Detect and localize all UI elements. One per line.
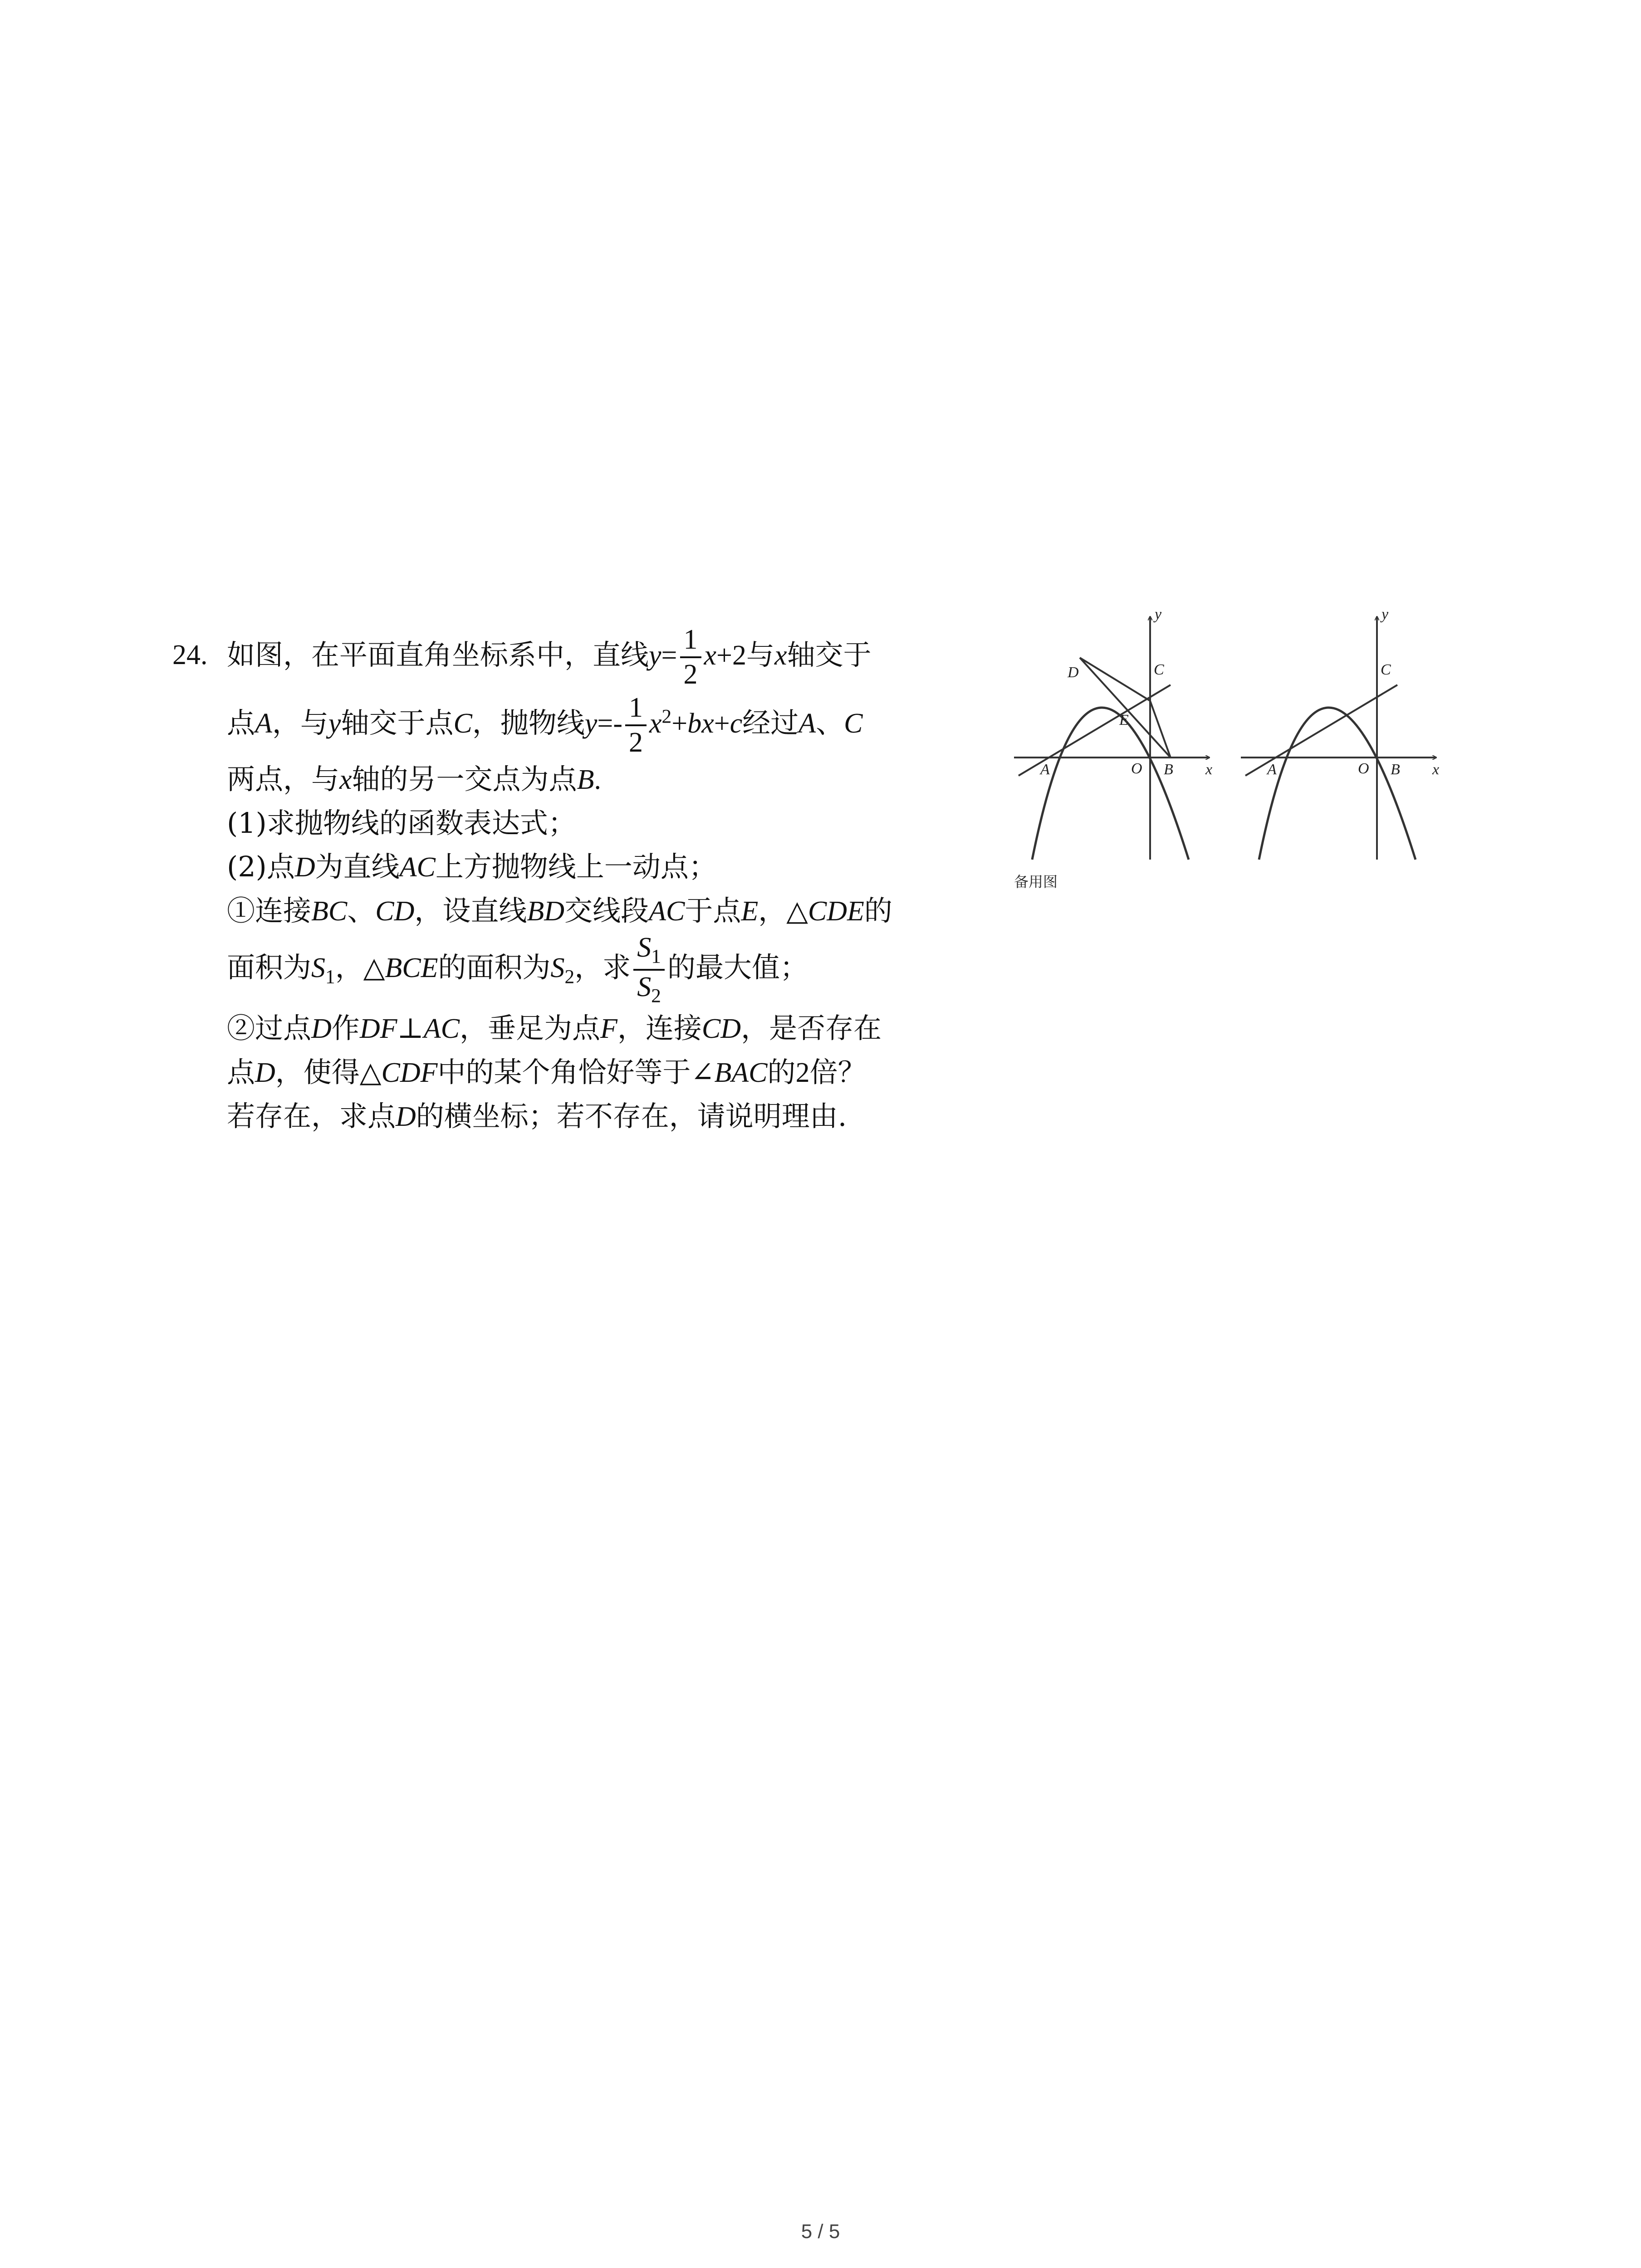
problem-line-3	[227, 758, 1016, 802]
text: ，求	[574, 951, 631, 984]
var-x: x	[339, 764, 352, 795]
subscript: 2	[564, 966, 575, 988]
triangle-BCE: BCE	[385, 953, 438, 984]
fraction-one-half	[680, 625, 701, 689]
subscript: 1	[325, 966, 335, 988]
subquestion-2-line-2	[227, 1051, 1016, 1095]
figure-spare	[1014, 606, 1439, 890]
fraction-one-half-2	[625, 693, 647, 758]
text: ，设直线	[414, 894, 527, 928]
text: 面积为	[227, 951, 312, 984]
var-x: x	[774, 640, 787, 671]
problem-number: 24.	[172, 640, 208, 670]
text: 作	[331, 1012, 360, 1045]
point-D: D	[311, 1013, 332, 1045]
figure-main	[1014, 606, 1212, 860]
subquestion-1-line-2	[227, 933, 1016, 1007]
angle-BAC: BAC	[714, 1057, 768, 1089]
segment-AC: AC	[649, 896, 685, 927]
var-S: S	[550, 953, 565, 984]
figure-caption: 备用图	[1014, 873, 1058, 890]
var-y: y	[328, 708, 341, 739]
subscript: 1	[651, 945, 661, 968]
label-O: O	[1131, 760, 1142, 777]
segment-CD	[1080, 658, 1150, 701]
point-F: F	[600, 1013, 617, 1045]
fraction-numerator: 1	[680, 625, 701, 658]
text: 交线段	[564, 894, 649, 928]
text: 两点，与	[227, 762, 340, 796]
text: 、	[816, 706, 844, 739]
var-x: x	[704, 640, 717, 671]
var-x: x	[649, 708, 662, 739]
point-D: D	[396, 1101, 416, 1133]
point-E: E	[741, 896, 759, 927]
question-1	[227, 802, 1016, 845]
text: ，抛物线	[472, 706, 585, 739]
label-E: E	[1119, 712, 1129, 728]
label-B: B	[1164, 761, 1173, 778]
text: ，△	[335, 951, 385, 984]
text: 点	[227, 706, 255, 739]
fraction-denominator	[633, 971, 665, 1007]
triangle-CDF: CDF	[381, 1057, 438, 1089]
text: 的	[864, 894, 892, 928]
problem-line-1	[172, 621, 1016, 690]
parabola	[1032, 708, 1189, 860]
segment-BC	[1150, 701, 1171, 758]
point-C: C	[844, 708, 863, 739]
fraction-denominator: 2	[683, 659, 698, 690]
problem-24	[172, 621, 1016, 1139]
subquestion-2-line-3	[227, 1095, 1016, 1139]
fraction-s1-over-s2	[633, 933, 665, 1007]
exponent: 2	[661, 705, 672, 728]
text: 、	[347, 894, 376, 928]
var-y: y	[584, 708, 598, 739]
point-D: D	[255, 1057, 275, 1089]
segment-CD: CD	[375, 896, 415, 927]
equals: =	[661, 640, 677, 671]
text: ，使得△	[275, 1056, 382, 1089]
point-D: D	[294, 852, 315, 883]
text: 经过	[742, 706, 799, 739]
label-y: y	[1155, 606, 1162, 623]
text: .	[594, 764, 601, 795]
var-S: S	[637, 932, 652, 963]
text: ，连接	[617, 1012, 702, 1045]
text: 轴的另一交点为点	[352, 762, 577, 796]
segment-CD: CD	[701, 1013, 741, 1045]
label-C: C	[1381, 661, 1391, 678]
text: 轴交于	[787, 638, 872, 671]
text: 若存在，求点	[227, 1100, 396, 1133]
text: 于点	[685, 894, 741, 928]
text: 为直线	[315, 850, 400, 884]
subscript: 2	[651, 985, 661, 1007]
text: 的面积为	[438, 951, 551, 984]
equals-minus: =-	[597, 708, 622, 739]
text: 中的某个角恰好等于∠	[437, 1056, 715, 1089]
label-x: x	[1205, 761, 1213, 778]
text: 上方抛物线上一动点；	[435, 850, 717, 884]
fraction-denominator: 2	[628, 727, 643, 758]
label-D: D	[1068, 664, 1079, 681]
text: ，与	[272, 706, 328, 739]
text: 与	[746, 638, 775, 671]
label-C: C	[1154, 661, 1164, 678]
label-B: B	[1391, 761, 1400, 778]
text: 倍？	[809, 1056, 866, 1089]
text: 轴交于点	[341, 706, 454, 739]
text: +2	[716, 640, 747, 671]
segment-DF: DF	[359, 1013, 397, 1045]
point-B: B	[577, 764, 594, 795]
triangle-CDE: CDE	[808, 896, 864, 927]
text: 点	[227, 1056, 255, 1089]
point-A: A	[255, 708, 272, 739]
perpendicular-symbol: ⊥	[397, 1013, 424, 1045]
text: ①连接	[227, 894, 312, 928]
subquestion-1-line-1	[227, 889, 1016, 933]
var-S: S	[637, 972, 652, 1003]
label-A: A	[1040, 761, 1050, 778]
plus: +	[671, 708, 688, 739]
parabola	[1259, 708, 1416, 860]
plus: +	[714, 708, 730, 739]
subquestion-2-line-1	[227, 1007, 1016, 1051]
text: 如图，在平面直角坐标系中，直线	[227, 638, 649, 671]
question-2	[227, 845, 1016, 889]
number: 2	[795, 1057, 810, 1089]
figures	[1014, 606, 1468, 896]
line-BD: BD	[527, 896, 565, 927]
text: ②过点	[227, 1012, 312, 1045]
line-AC: AC	[423, 1013, 460, 1045]
var-S: S	[311, 953, 326, 984]
coordinate-figures	[1014, 606, 1468, 896]
label-x: x	[1432, 761, 1440, 778]
text: (1)求抛物线的函数表达式；	[227, 807, 576, 840]
text: 的	[767, 1056, 796, 1089]
text: 的最大值；	[667, 951, 808, 984]
fraction-numerator	[633, 933, 665, 971]
fraction-numerator: 1	[625, 693, 647, 726]
text: 的横坐标；若不存在，请说明理由.	[416, 1100, 847, 1133]
label-A: A	[1267, 761, 1277, 778]
text: ，垂足为点	[460, 1012, 601, 1045]
label-y: y	[1381, 606, 1389, 623]
term-bx: bx	[687, 708, 714, 739]
problem-line-2	[227, 689, 1016, 758]
segment-BC: BC	[311, 896, 348, 927]
label-O: O	[1358, 760, 1369, 777]
var-y: y	[649, 640, 661, 671]
text: ，△	[758, 894, 808, 928]
text: (2)点	[227, 850, 295, 884]
term-c: c	[730, 708, 743, 739]
page-number: 5 / 5	[801, 2220, 840, 2243]
point-A: A	[798, 708, 816, 739]
line-AC: AC	[399, 852, 436, 883]
point-C: C	[453, 708, 472, 739]
text: ，是否存在	[741, 1012, 882, 1045]
